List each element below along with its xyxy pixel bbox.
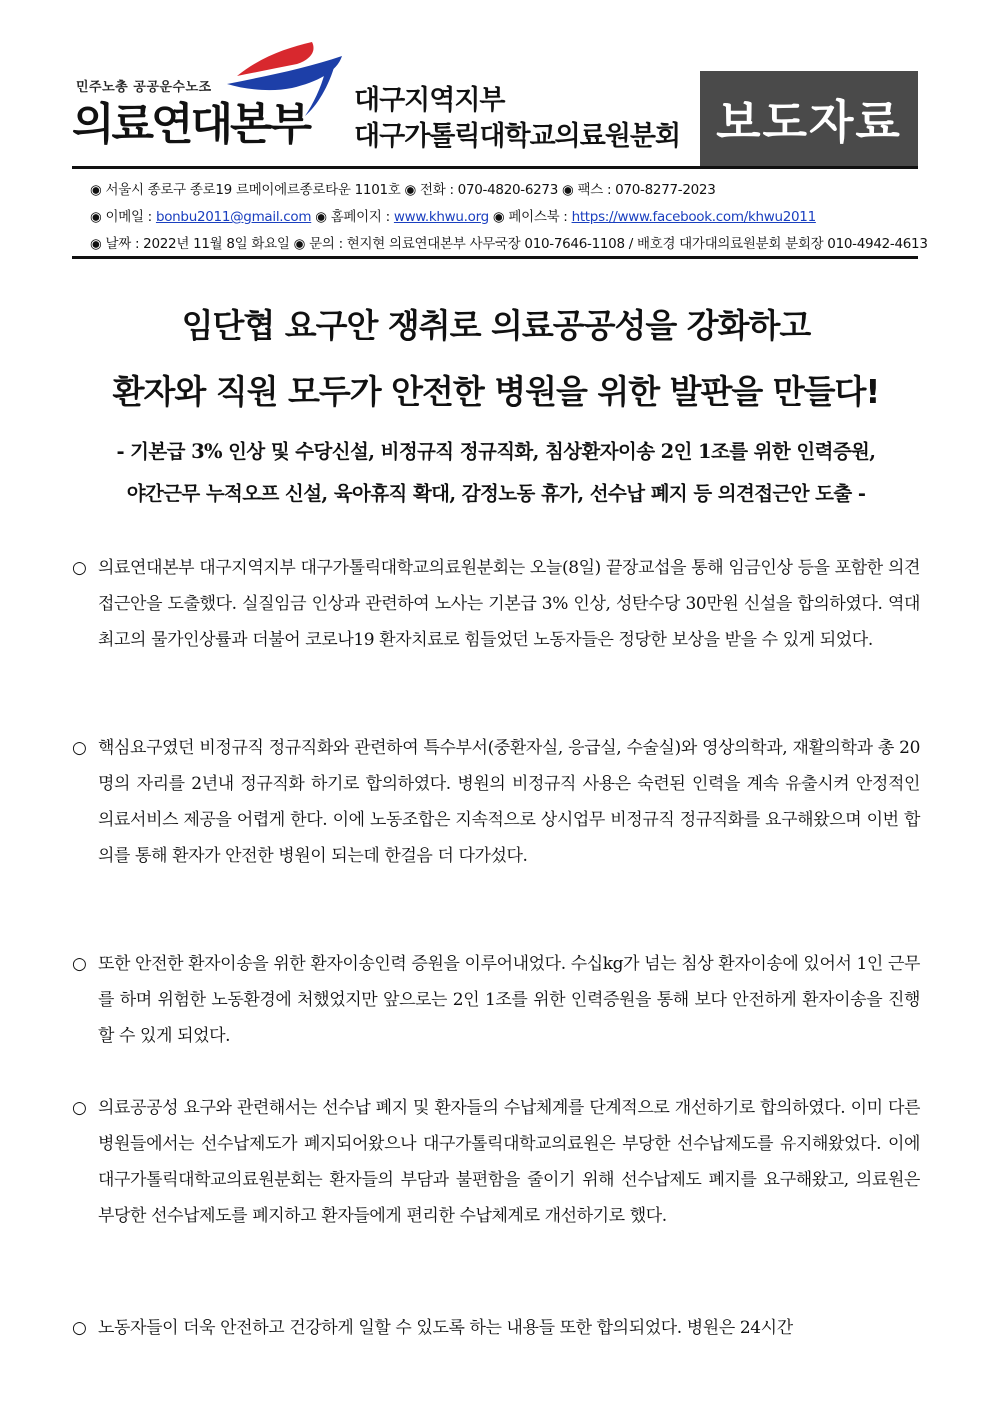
paragraph-1 xyxy=(72,550,920,658)
header-divider-bottom xyxy=(72,256,918,259)
paragraph-text: 노동자들이 더욱 안전하고 건강하게 일할 수 있도록 하는 내용들 또한 합의되었다. 병원은 24시간 xyxy=(98,1318,793,1338)
homepage-link[interactable]: www.khwu.org xyxy=(393,209,489,225)
contact-address-line: ◉ 서울시 종로구 종로19 르메이에르종로타운 1101호 ◉ 전화 : 070-4820-6273 ◉ 팩스 : 070-8277-2023 xyxy=(90,182,716,198)
union-logo xyxy=(72,38,352,148)
contact-web-line xyxy=(90,205,816,225)
paragraph-text: 의료공공성 요구와 관련해서는 선수납 폐지 및 환자들의 수납체계를 단계적으로 개선하기로 합의하였다. 이미 다른 병원들에서는 선수납제도가 폐지되어왔으나 대구가톨릭대학교의료원은 부당한 선수납제도를 유지해왔었다. 이에 대구가톨릭대학교의료원분회는 환자들의 부담과 불편함을 줄이기 위해 선수납제도 폐지를 요구해왔고, 의료원은 부당한 선수납제도를 폐지하고 환자들에게 편리한 수납체계로 개선하기로 했다. xyxy=(98,1098,920,1226)
bullet-circle-icon: ○ xyxy=(72,738,87,758)
headline-line-1: 임단협 요구안 쟁취로 의료공공성을 강화하고 xyxy=(181,306,811,345)
org-name: 의료연대본부 xyxy=(72,99,310,150)
paragraph-5 xyxy=(72,1310,920,1346)
union-name: 민주노총 공공운수노조 xyxy=(76,80,212,95)
facebook-link[interactable]: https://www.facebook.com/khwu2011 xyxy=(571,209,816,225)
contact-date-line: ◉ 날짜 : 2022년 11월 8일 화요일 ◉ 문의 : 현지현 의료연대본부 사무국장 010-7646-1108 / 배호경 대가대의료원분회 분회장 010-4942-4613 xyxy=(90,236,928,252)
headline-line-2: 환자와 직원 모두가 안전한 병원을 위한 발판을 만들다! xyxy=(112,372,880,411)
paragraph-text: 핵심요구였던 비정규직 정규직화와 관련하여 특수부서(중환자실, 응급실, 수술실)와 영상의학과, 재활의학과 총 20명의 자리를 2년내 정규직화 하기로 합의하였다. 병원의 비정규직 사용은 숙련된 인력을 계속 유출시켜 안정적인 의료서비스 제공을 어렵게 한다. 이에 노동조합은 지속적으로 상시업무 비정규직 정규직화를 요구해왔으며 이번 합의를 통해 환자가 안전한 병원이 되는데 한걸음 더 다가섰다. xyxy=(98,738,920,866)
branch-line-2: 대구가톨릭대학교의료원분회 xyxy=(354,121,681,152)
paragraph-text: 또한 안전한 환자이송을 위한 환자이송인력 증원을 이루어내었다. 수십kg가 넘는 침상 환자이송에 있어서 1인 근무를 하며 위험한 노동환경에 처했었지만 앞으로는 2인 1조를 위한 인력증원을 통해 보다 안전하게 환자이송을 진행할 수 있게 되었다. xyxy=(98,954,920,1046)
subheadline-line-1: - 기본급 3% 인상 및 수당신설, 비정규직 정규직화, 침상환자이송 2인 1조를 위한 인력증원, xyxy=(116,440,876,463)
paragraph-text: 의료연대본부 대구지역지부 대구가톨릭대학교의료원분회는 오늘(8일) 끝장교섭을 통해 임금인상 등을 포함한 의견 접근안을 도출했다. 실질임금 인상과 관련하여 노사는 기본급 3% 인상, 성탄수당 30만원 신설을 합의하였다. 역대 최고의 물가인상률과 더불어 코로나19 환자치료로 힘들었던 노동자들은 정당한 보상을 받을 수 있게 되었다. xyxy=(98,558,920,650)
bullet-circle-icon: ○ xyxy=(72,1098,87,1118)
press-release-badge: 보도자료 xyxy=(700,71,918,166)
facebook-label: ◉ 페이스북 : xyxy=(488,209,572,225)
email-label: ◉ 이메일 : xyxy=(90,209,156,225)
bullet-circle-icon: ○ xyxy=(72,954,87,974)
header-divider-top xyxy=(72,166,918,169)
letterhead xyxy=(72,38,918,168)
branch-name xyxy=(354,83,680,155)
subheadline-line-2: 야간근무 누적오프 신설, 육아휴직 확대, 감정노동 휴가, 선수납 폐지 등 의견접근안 도출 - xyxy=(126,482,866,505)
paragraph-2 xyxy=(72,730,920,874)
homepage-label: ◉ 홈페이지 : xyxy=(311,209,394,225)
email-link[interactable]: bonbu2011@gmail.com xyxy=(155,209,312,225)
paragraph-3 xyxy=(72,946,920,1054)
branch-line-1: 대구지역지부 xyxy=(354,85,505,116)
bullet-circle-icon: ○ xyxy=(72,1318,87,1338)
paragraph-4 xyxy=(72,1090,920,1234)
bullet-circle-icon: ○ xyxy=(72,558,87,578)
